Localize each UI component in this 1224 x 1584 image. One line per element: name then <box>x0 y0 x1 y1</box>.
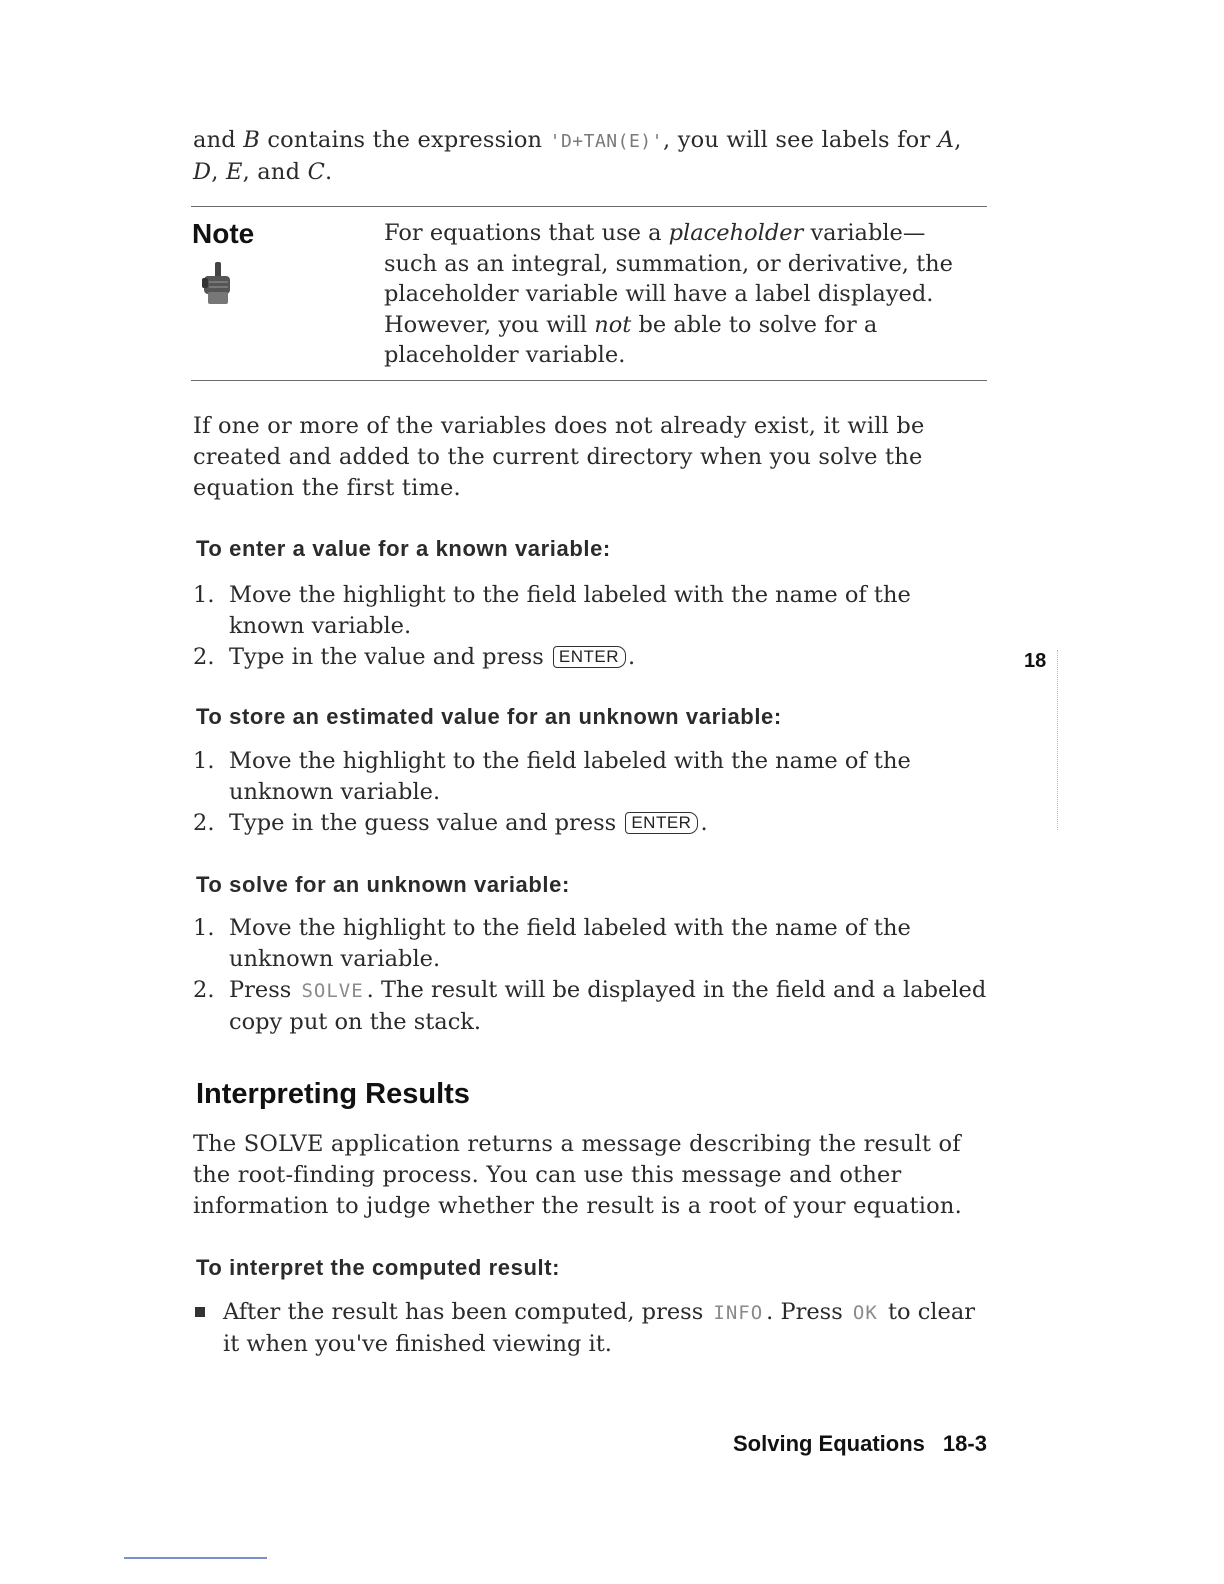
note-text-part: be able to solve for a placeholder variable. <box>384 311 878 368</box>
solve-softkey: SOLVE <box>301 980 364 1002</box>
step-text: Type in the guess value and press <box>229 810 624 836</box>
step-item <box>193 642 993 673</box>
step-item <box>193 746 993 808</box>
step-text: Move the highlight to the field labeled with the name of the unknown variable. <box>229 915 911 972</box>
footer-chapter-title: Solving Equations <box>733 1431 925 1456</box>
note-emphasis: placeholder <box>668 220 804 246</box>
expression-text: 'D+TAN(E)' <box>549 131 663 152</box>
step-item <box>193 580 993 642</box>
intro-text: , <box>211 159 226 185</box>
step-number: 1. <box>193 582 215 608</box>
note-text-part: For equations that use a <box>384 220 669 246</box>
intro-text: , <box>954 127 962 153</box>
step-text: . <box>700 810 708 836</box>
enter-key: ENTER <box>625 812 698 834</box>
intro-text: , you will see labels for <box>662 127 938 153</box>
pointing-hand-icon <box>200 262 234 306</box>
variable-b: B <box>243 127 261 153</box>
note-bottom-rule <box>191 380 987 381</box>
note-emphasis: not <box>594 311 632 338</box>
bullet-text: to clear it when you've finished viewing it. <box>223 1299 975 1357</box>
section-paragraph <box>193 1129 993 1222</box>
procedure-steps <box>193 746 993 839</box>
paragraph-text: The SOLVE application returns a message describing the result of the root-finding process. You can use this message and other information to judge whether the result is a root of your equation. <box>193 1131 962 1219</box>
square-bullet-icon <box>195 1307 205 1317</box>
step-number: 1. <box>193 915 215 941</box>
bullet-item <box>193 1297 993 1360</box>
step-item <box>193 913 993 975</box>
note-text-part: variable— such as an integral, summation, or derivative, the placeholder variable will have a label displayed. However, you will <box>384 220 953 338</box>
enter-key: ENTER <box>553 646 626 668</box>
step-text: Press <box>229 977 299 1003</box>
variable-a: A <box>937 127 955 153</box>
tab-dotted-line <box>1057 650 1058 830</box>
paragraph-text: If one or more of the variables does not already exist, it will be created and added to the current directory when you solve the equation the first time. <box>193 413 925 501</box>
info-softkey: INFO <box>713 1302 764 1324</box>
step-number: 1. <box>193 748 215 774</box>
step-text: Move the highlight to the field labeled with the name of the unknown variable. <box>229 748 911 805</box>
procedure-heading: To store an estimated value for an unknown variable: <box>196 704 782 729</box>
step-item <box>193 975 993 1038</box>
step-number: 2. <box>193 644 215 670</box>
note-title: Note <box>192 218 255 249</box>
procedure-steps <box>193 913 993 1038</box>
step-item <box>193 808 993 839</box>
variable-e: E <box>225 159 243 185</box>
paragraph-create <box>193 411 993 504</box>
ok-softkey: OK <box>852 1302 878 1324</box>
intro-paragraph <box>193 125 993 188</box>
procedure-heading: To interpret the computed result: <box>196 1255 561 1280</box>
intro-text: , and <box>242 159 308 185</box>
bullet-list <box>193 1297 993 1360</box>
footer-page-number: 18-3 <box>942 1431 987 1456</box>
chapter-tab-marker: 18 <box>1024 650 1047 672</box>
step-number: 2. <box>193 977 215 1003</box>
step-text: Move the highlight to the field labeled with the name of the known variable. <box>229 582 911 639</box>
intro-text: contains the expression <box>260 127 550 153</box>
step-text: Type in the value and press <box>229 644 551 670</box>
note-top-rule <box>191 206 987 207</box>
bullet-text: After the result has been computed, press <box>223 1299 711 1325</box>
procedure-heading: To enter a value for a known variable: <box>196 536 611 561</box>
procedure-heading: To solve for an unknown variable: <box>196 872 570 897</box>
note-text <box>384 218 964 371</box>
variable-d: D <box>193 159 212 185</box>
variable-c: C <box>307 159 325 185</box>
step-text: . The result will be displayed in the field and a labeled copy put on the stack. <box>229 977 987 1035</box>
section-heading: Interpreting Results <box>196 1078 470 1110</box>
corner-line <box>124 1557 267 1559</box>
bullet-text: . Press <box>766 1299 850 1325</box>
procedure-steps <box>193 580 993 673</box>
intro-text: . <box>324 159 333 185</box>
step-text: . <box>628 644 636 670</box>
page-footer <box>733 1431 987 1457</box>
step-number: 2. <box>193 810 215 836</box>
intro-text: and <box>193 127 244 153</box>
